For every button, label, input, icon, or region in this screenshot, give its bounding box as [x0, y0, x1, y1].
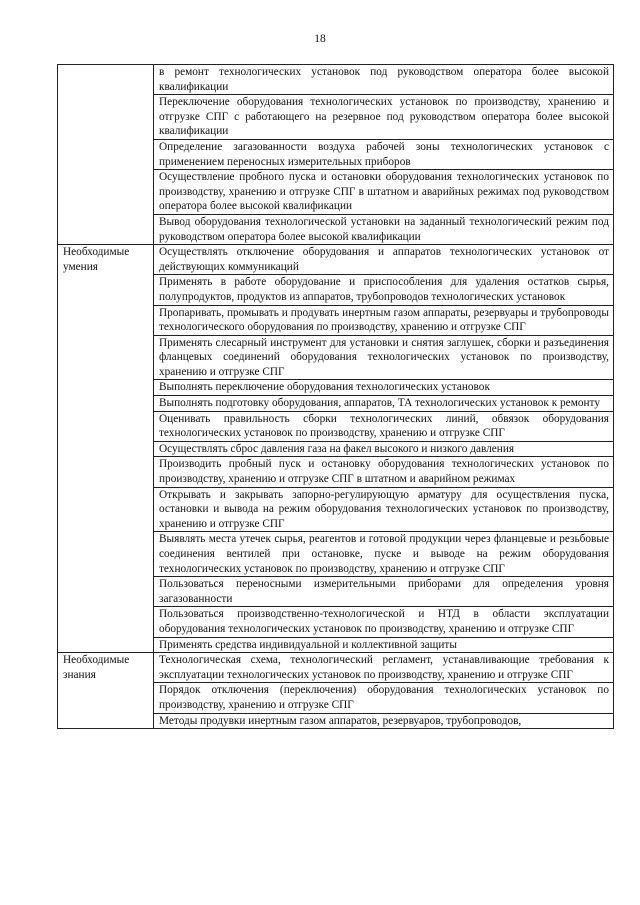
continuation-item: Переключение оборудования технологических установок по производству, хранению и отгрузке СПГ с работающего на резервное под руководством оператора более высокой квалификации — [154, 95, 614, 140]
skills-item: Осуществлять отключение оборудования и аппаратов технологических установок от действующих коммуникаций — [154, 245, 614, 275]
skills-item: Применять слесарный инструмент для установки и снятия заглушек, сборки и разъединения фланцевых соединений оборудования технологических установок по производству, хранению и отгрузке СПГ — [154, 335, 614, 380]
requirements-table — [57, 64, 614, 729]
skills-item: Оценивать правильность сборки технологических линий, обвязок оборудования технологических установок по производству, хранению и отгрузке СПГ — [154, 411, 614, 441]
skills-item: Пользоваться производственно-технологической и НТД в области эксплуатации оборудования технологических установок по производству, хранению и отгрузке СПГ — [154, 607, 614, 637]
continuation-item: Вывод оборудования технологической установки на заданный технологический режим под руководством оператора более высокой квалификации — [154, 214, 614, 244]
knowledge-item: Методы продувки инертным газом аппаратов, резервуаров, трубопроводов, — [154, 713, 614, 729]
knowledge-item: Технологическая схема, технологический регламент, устанавливающие требования к эксплуатации технологических установок по производству, хранению и отгрузке СПГ — [154, 653, 614, 683]
skills-item: Открывать и закрывать запорно-регулирующую арматуру для осуществления пуска, остановки и вывода на режим оборудования технологических установок по производству, хранению и отгрузке СПГ — [154, 487, 614, 532]
continuation-item: Определение загазованности воздуха рабочей зоны технологических установок с применением переносных измерительных приборов — [154, 139, 614, 169]
page-number: 18 — [314, 33, 326, 45]
continuation-item: Осуществление пробного пуска и остановки оборудования технологических установок по производству, хранению и отгрузке СПГ в штатном и аварийных режимах под руководством оператора более высокой квалификации — [154, 170, 614, 215]
table-row — [58, 245, 614, 275]
skills-item: Применять в работе оборудование и приспособления для удаления остатков сырья, полупродуктов, продуктов из аппаратов, трубопроводов технологических установок — [154, 275, 614, 305]
continuation-item: в ремонт технологических установок под руководством оператора более высокой квалификации — [154, 65, 614, 95]
knowledge-item: Порядок отключения (переключения) оборудования технологических установок по производству, хранению и отгрузке СПГ — [154, 683, 614, 713]
skills-item: Выполнять переключение оборудования технологических установок — [154, 380, 614, 396]
continuation-label — [58, 65, 154, 245]
skills-label: Необходимые умения — [58, 245, 154, 653]
table-row — [58, 65, 614, 95]
skills-item: Выполнять подготовку оборудования, аппаратов, ТА технологических установок к ремонту — [154, 396, 614, 412]
skills-item: Выявлять места утечек сырья, реагентов и готовой продукции через фланцевые и резьбовые соединения вентилей при остановке, пуске и выводе на режим оборудования технологических установок по производству, хранению и отгрузке СПГ — [154, 532, 614, 577]
skills-item: Применять средства индивидуальной и коллективной защиты — [154, 637, 614, 653]
knowledge-label: Необходимые знания — [58, 653, 154, 729]
skills-item: Осуществлять сброс давления газа на факел высокого и низкого давления — [154, 441, 614, 457]
skills-item: Пропаривать, промывать и продувать инертным газом аппараты, резервуары и трубопроводы технологического оборудования по производству, хранению и отгрузке СПГ — [154, 305, 614, 335]
skills-item: Пользоваться переносными измерительными приборами для определения уровня загазованности — [154, 577, 614, 607]
table-row — [58, 653, 614, 683]
skills-item: Производить пробный пуск и остановку оборудования технологических установок по производству, хранению и отгрузке СПГ в штатном и аварийном режимах — [154, 457, 614, 487]
